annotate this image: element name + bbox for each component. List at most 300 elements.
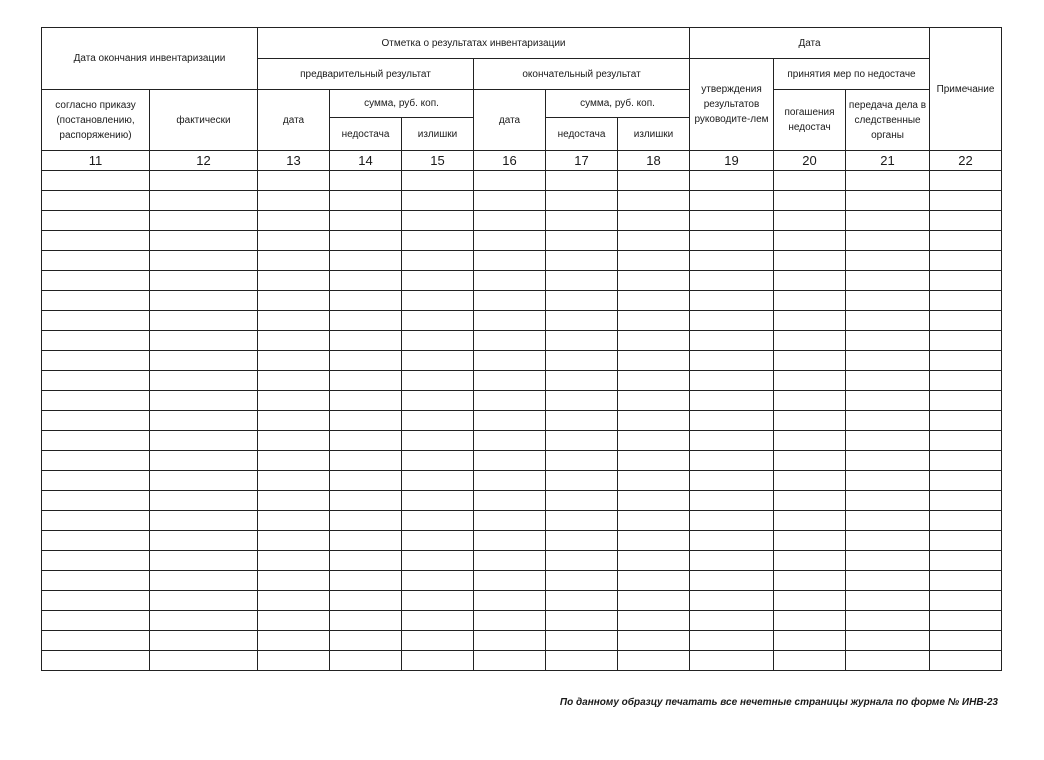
table-cell[interactable]: [42, 191, 150, 211]
table-cell[interactable]: [930, 171, 1002, 191]
table-cell[interactable]: [618, 391, 690, 411]
table-cell[interactable]: [42, 591, 150, 611]
table-cell[interactable]: [774, 631, 846, 651]
table-cell[interactable]: [774, 271, 846, 291]
table-cell[interactable]: [330, 211, 402, 231]
table-cell[interactable]: [474, 531, 546, 551]
table-cell[interactable]: [618, 371, 690, 391]
table-cell[interactable]: [402, 211, 474, 231]
table-cell[interactable]: [258, 531, 330, 551]
table-cell[interactable]: [930, 471, 1002, 491]
table-cell[interactable]: [846, 631, 930, 651]
table-cell[interactable]: [774, 491, 846, 511]
table-cell[interactable]: [42, 631, 150, 651]
table-cell[interactable]: [330, 171, 402, 191]
table-cell[interactable]: [618, 171, 690, 191]
table-cell[interactable]: [402, 371, 474, 391]
table-cell[interactable]: [774, 591, 846, 611]
table-cell[interactable]: [330, 351, 402, 371]
table-cell[interactable]: [930, 351, 1002, 371]
table-cell[interactable]: [258, 311, 330, 331]
table-cell[interactable]: [546, 291, 618, 311]
table-cell[interactable]: [150, 171, 258, 191]
table-cell[interactable]: [930, 251, 1002, 271]
table-cell[interactable]: [150, 651, 258, 671]
table-cell[interactable]: [258, 211, 330, 231]
table-cell[interactable]: [330, 531, 402, 551]
table-cell[interactable]: [402, 391, 474, 411]
table-cell[interactable]: [42, 471, 150, 491]
table-cell[interactable]: [618, 291, 690, 311]
table-cell[interactable]: [930, 271, 1002, 291]
table-cell[interactable]: [774, 651, 846, 671]
table-cell[interactable]: [546, 591, 618, 611]
table-cell[interactable]: [150, 411, 258, 431]
table-cell[interactable]: [930, 511, 1002, 531]
table-cell[interactable]: [546, 571, 618, 591]
table-cell[interactable]: [546, 451, 618, 471]
table-cell[interactable]: [930, 331, 1002, 351]
table-cell[interactable]: [846, 251, 930, 271]
table-cell[interactable]: [330, 631, 402, 651]
table-cell[interactable]: [546, 491, 618, 511]
table-cell[interactable]: [330, 491, 402, 511]
table-cell[interactable]: [258, 471, 330, 491]
table-cell[interactable]: [42, 211, 150, 231]
table-cell[interactable]: [546, 631, 618, 651]
table-cell[interactable]: [474, 191, 546, 211]
table-cell[interactable]: [402, 531, 474, 551]
table-cell[interactable]: [690, 471, 774, 491]
table-cell[interactable]: [42, 311, 150, 331]
table-cell[interactable]: [474, 411, 546, 431]
table-cell[interactable]: [402, 171, 474, 191]
table-cell[interactable]: [930, 651, 1002, 671]
table-cell[interactable]: [402, 571, 474, 591]
table-cell[interactable]: [330, 571, 402, 591]
table-cell[interactable]: [618, 331, 690, 351]
table-cell[interactable]: [402, 511, 474, 531]
table-cell[interactable]: [690, 431, 774, 451]
table-cell[interactable]: [402, 271, 474, 291]
table-cell[interactable]: [618, 551, 690, 571]
table-cell[interactable]: [618, 271, 690, 291]
table-cell[interactable]: [258, 511, 330, 531]
table-cell[interactable]: [150, 631, 258, 651]
table-cell[interactable]: [846, 511, 930, 531]
table-cell[interactable]: [774, 231, 846, 251]
table-cell[interactable]: [474, 251, 546, 271]
table-cell[interactable]: [42, 231, 150, 251]
table-cell[interactable]: [774, 451, 846, 471]
table-cell[interactable]: [330, 431, 402, 451]
table-cell[interactable]: [618, 231, 690, 251]
table-cell[interactable]: [774, 251, 846, 271]
table-cell[interactable]: [474, 551, 546, 571]
table-cell[interactable]: [546, 391, 618, 411]
table-cell[interactable]: [258, 331, 330, 351]
table-cell[interactable]: [846, 191, 930, 211]
table-cell[interactable]: [774, 171, 846, 191]
table-cell[interactable]: [258, 431, 330, 451]
table-cell[interactable]: [618, 411, 690, 431]
table-cell[interactable]: [846, 611, 930, 631]
table-cell[interactable]: [618, 591, 690, 611]
table-cell[interactable]: [546, 431, 618, 451]
table-cell[interactable]: [330, 231, 402, 251]
table-cell[interactable]: [474, 271, 546, 291]
table-cell[interactable]: [150, 571, 258, 591]
table-cell[interactable]: [474, 311, 546, 331]
table-cell[interactable]: [474, 371, 546, 391]
table-cell[interactable]: [150, 291, 258, 311]
table-cell[interactable]: [930, 631, 1002, 651]
table-cell[interactable]: [546, 351, 618, 371]
table-cell[interactable]: [690, 611, 774, 631]
table-cell[interactable]: [546, 411, 618, 431]
table-cell[interactable]: [330, 391, 402, 411]
table-cell[interactable]: [474, 351, 546, 371]
table-cell[interactable]: [258, 591, 330, 611]
table-cell[interactable]: [930, 431, 1002, 451]
table-cell[interactable]: [402, 491, 474, 511]
table-cell[interactable]: [930, 391, 1002, 411]
table-cell[interactable]: [258, 571, 330, 591]
table-cell[interactable]: [474, 611, 546, 631]
table-cell[interactable]: [258, 611, 330, 631]
table-cell[interactable]: [930, 611, 1002, 631]
table-cell[interactable]: [330, 411, 402, 431]
table-cell[interactable]: [402, 331, 474, 351]
table-cell[interactable]: [930, 191, 1002, 211]
table-cell[interactable]: [846, 371, 930, 391]
table-cell[interactable]: [774, 571, 846, 591]
table-cell[interactable]: [474, 391, 546, 411]
table-cell[interactable]: [546, 511, 618, 531]
table-cell[interactable]: [42, 491, 150, 511]
table-cell[interactable]: [42, 451, 150, 471]
table-cell[interactable]: [690, 551, 774, 571]
table-cell[interactable]: [846, 531, 930, 551]
table-cell[interactable]: [546, 531, 618, 551]
table-cell[interactable]: [402, 591, 474, 611]
table-cell[interactable]: [150, 351, 258, 371]
table-cell[interactable]: [258, 631, 330, 651]
table-cell[interactable]: [42, 571, 150, 591]
table-cell[interactable]: [42, 291, 150, 311]
table-cell[interactable]: [42, 551, 150, 571]
table-cell[interactable]: [774, 291, 846, 311]
table-cell[interactable]: [42, 251, 150, 271]
table-cell[interactable]: [546, 311, 618, 331]
table-cell[interactable]: [402, 291, 474, 311]
table-cell[interactable]: [330, 451, 402, 471]
table-cell[interactable]: [846, 471, 930, 491]
table-cell[interactable]: [618, 431, 690, 451]
table-cell[interactable]: [690, 171, 774, 191]
table-cell[interactable]: [846, 571, 930, 591]
table-cell[interactable]: [618, 631, 690, 651]
table-cell[interactable]: [150, 391, 258, 411]
table-cell[interactable]: [402, 311, 474, 331]
table-cell[interactable]: [690, 411, 774, 431]
table-cell[interactable]: [618, 511, 690, 531]
table-cell[interactable]: [42, 371, 150, 391]
table-cell[interactable]: [474, 211, 546, 231]
table-cell[interactable]: [150, 551, 258, 571]
table-cell[interactable]: [618, 651, 690, 671]
table-cell[interactable]: [846, 491, 930, 511]
table-cell[interactable]: [258, 551, 330, 571]
table-cell[interactable]: [402, 471, 474, 491]
table-cell[interactable]: [474, 651, 546, 671]
table-cell[interactable]: [546, 551, 618, 571]
table-cell[interactable]: [546, 271, 618, 291]
table-cell[interactable]: [42, 651, 150, 671]
table-cell[interactable]: [150, 591, 258, 611]
table-cell[interactable]: [690, 491, 774, 511]
table-cell[interactable]: [618, 251, 690, 271]
table-cell[interactable]: [150, 451, 258, 471]
table-cell[interactable]: [42, 391, 150, 411]
table-cell[interactable]: [258, 291, 330, 311]
table-cell[interactable]: [930, 411, 1002, 431]
table-cell[interactable]: [258, 391, 330, 411]
table-cell[interactable]: [330, 251, 402, 271]
table-cell[interactable]: [330, 611, 402, 631]
table-cell[interactable]: [402, 651, 474, 671]
table-cell[interactable]: [930, 531, 1002, 551]
table-cell[interactable]: [150, 251, 258, 271]
table-cell[interactable]: [846, 351, 930, 371]
table-cell[interactable]: [546, 191, 618, 211]
table-cell[interactable]: [150, 611, 258, 631]
table-cell[interactable]: [402, 411, 474, 431]
table-cell[interactable]: [930, 371, 1002, 391]
table-cell[interactable]: [690, 211, 774, 231]
table-cell[interactable]: [930, 451, 1002, 471]
table-cell[interactable]: [774, 471, 846, 491]
table-cell[interactable]: [846, 271, 930, 291]
table-cell[interactable]: [690, 451, 774, 471]
table-cell[interactable]: [618, 471, 690, 491]
table-cell[interactable]: [474, 291, 546, 311]
table-cell[interactable]: [690, 271, 774, 291]
table-cell[interactable]: [846, 451, 930, 471]
table-cell[interactable]: [690, 231, 774, 251]
table-cell[interactable]: [930, 571, 1002, 591]
table-cell[interactable]: [474, 591, 546, 611]
table-cell[interactable]: [474, 231, 546, 251]
table-cell[interactable]: [546, 231, 618, 251]
table-cell[interactable]: [546, 471, 618, 491]
table-cell[interactable]: [774, 431, 846, 451]
table-cell[interactable]: [774, 311, 846, 331]
table-cell[interactable]: [930, 551, 1002, 571]
table-cell[interactable]: [42, 411, 150, 431]
table-cell[interactable]: [690, 351, 774, 371]
table-cell[interactable]: [258, 171, 330, 191]
table-cell[interactable]: [774, 331, 846, 351]
table-cell[interactable]: [846, 391, 930, 411]
table-cell[interactable]: [690, 651, 774, 671]
table-cell[interactable]: [150, 431, 258, 451]
table-cell[interactable]: [690, 571, 774, 591]
table-cell[interactable]: [846, 591, 930, 611]
table-cell[interactable]: [546, 211, 618, 231]
table-cell[interactable]: [402, 431, 474, 451]
table-cell[interactable]: [690, 331, 774, 351]
table-cell[interactable]: [330, 551, 402, 571]
table-cell[interactable]: [546, 651, 618, 671]
table-cell[interactable]: [330, 311, 402, 331]
table-cell[interactable]: [930, 231, 1002, 251]
table-cell[interactable]: [546, 171, 618, 191]
table-cell[interactable]: [42, 171, 150, 191]
table-cell[interactable]: [258, 251, 330, 271]
table-cell[interactable]: [774, 411, 846, 431]
table-cell[interactable]: [690, 591, 774, 611]
table-cell[interactable]: [618, 351, 690, 371]
table-cell[interactable]: [150, 331, 258, 351]
table-cell[interactable]: [402, 451, 474, 471]
table-cell[interactable]: [402, 631, 474, 651]
table-cell[interactable]: [690, 391, 774, 411]
table-cell[interactable]: [618, 211, 690, 231]
table-cell[interactable]: [618, 311, 690, 331]
table-cell[interactable]: [258, 231, 330, 251]
table-cell[interactable]: [846, 231, 930, 251]
table-cell[interactable]: [150, 491, 258, 511]
table-cell[interactable]: [618, 491, 690, 511]
table-cell[interactable]: [474, 631, 546, 651]
table-cell[interactable]: [690, 291, 774, 311]
table-cell[interactable]: [402, 231, 474, 251]
table-cell[interactable]: [774, 611, 846, 631]
table-cell[interactable]: [330, 271, 402, 291]
table-cell[interactable]: [690, 631, 774, 651]
table-cell[interactable]: [402, 611, 474, 631]
table-cell[interactable]: [150, 531, 258, 551]
table-cell[interactable]: [930, 211, 1002, 231]
table-cell[interactable]: [42, 351, 150, 371]
table-cell[interactable]: [330, 591, 402, 611]
table-cell[interactable]: [474, 451, 546, 471]
table-cell[interactable]: [690, 511, 774, 531]
table-cell[interactable]: [150, 371, 258, 391]
table-cell[interactable]: [846, 291, 930, 311]
table-cell[interactable]: [42, 271, 150, 291]
table-cell[interactable]: [774, 391, 846, 411]
table-cell[interactable]: [690, 371, 774, 391]
table-cell[interactable]: [930, 311, 1002, 331]
table-cell[interactable]: [618, 611, 690, 631]
table-cell[interactable]: [258, 191, 330, 211]
table-cell[interactable]: [402, 551, 474, 571]
table-cell[interactable]: [846, 431, 930, 451]
table-cell[interactable]: [330, 331, 402, 351]
table-cell[interactable]: [42, 431, 150, 451]
table-cell[interactable]: [774, 211, 846, 231]
table-cell[interactable]: [258, 371, 330, 391]
table-cell[interactable]: [150, 471, 258, 491]
table-cell[interactable]: [258, 451, 330, 471]
table-cell[interactable]: [474, 471, 546, 491]
table-cell[interactable]: [402, 191, 474, 211]
table-cell[interactable]: [150, 211, 258, 231]
table-cell[interactable]: [546, 251, 618, 271]
table-cell[interactable]: [330, 191, 402, 211]
table-cell[interactable]: [846, 211, 930, 231]
table-cell[interactable]: [474, 331, 546, 351]
table-cell[interactable]: [618, 571, 690, 591]
table-cell[interactable]: [618, 191, 690, 211]
table-cell[interactable]: [474, 571, 546, 591]
table-cell[interactable]: [42, 511, 150, 531]
table-cell[interactable]: [690, 191, 774, 211]
table-cell[interactable]: [930, 591, 1002, 611]
table-cell[interactable]: [474, 431, 546, 451]
table-cell[interactable]: [402, 351, 474, 371]
table-cell[interactable]: [774, 551, 846, 571]
table-cell[interactable]: [330, 511, 402, 531]
table-cell[interactable]: [330, 471, 402, 491]
table-cell[interactable]: [150, 191, 258, 211]
table-cell[interactable]: [258, 651, 330, 671]
table-cell[interactable]: [774, 371, 846, 391]
table-cell[interactable]: [546, 611, 618, 631]
table-cell[interactable]: [846, 331, 930, 351]
table-cell[interactable]: [150, 511, 258, 531]
table-cell[interactable]: [690, 311, 774, 331]
table-cell[interactable]: [690, 251, 774, 271]
table-cell[interactable]: [258, 351, 330, 371]
table-cell[interactable]: [42, 331, 150, 351]
table-cell[interactable]: [42, 531, 150, 551]
table-cell[interactable]: [846, 551, 930, 571]
table-cell[interactable]: [330, 291, 402, 311]
table-cell[interactable]: [258, 411, 330, 431]
table-cell[interactable]: [402, 251, 474, 271]
table-cell[interactable]: [690, 531, 774, 551]
table-cell[interactable]: [150, 231, 258, 251]
table-cell[interactable]: [846, 311, 930, 331]
table-cell[interactable]: [774, 351, 846, 371]
table-cell[interactable]: [774, 511, 846, 531]
table-cell[interactable]: [774, 191, 846, 211]
table-cell[interactable]: [618, 451, 690, 471]
table-cell[interactable]: [330, 371, 402, 391]
table-cell[interactable]: [474, 171, 546, 191]
table-cell[interactable]: [474, 491, 546, 511]
table-cell[interactable]: [846, 651, 930, 671]
table-cell[interactable]: [42, 611, 150, 631]
table-cell[interactable]: [846, 411, 930, 431]
table-cell[interactable]: [258, 491, 330, 511]
table-cell[interactable]: [150, 311, 258, 331]
table-cell[interactable]: [330, 651, 402, 671]
table-cell[interactable]: [474, 511, 546, 531]
table-cell[interactable]: [774, 531, 846, 551]
table-cell[interactable]: [258, 271, 330, 291]
table-cell[interactable]: [618, 531, 690, 551]
table-cell[interactable]: [846, 171, 930, 191]
table-cell[interactable]: [930, 291, 1002, 311]
table-cell[interactable]: [930, 491, 1002, 511]
table-cell[interactable]: [546, 331, 618, 351]
table-cell[interactable]: [150, 271, 258, 291]
table-cell[interactable]: [546, 371, 618, 391]
